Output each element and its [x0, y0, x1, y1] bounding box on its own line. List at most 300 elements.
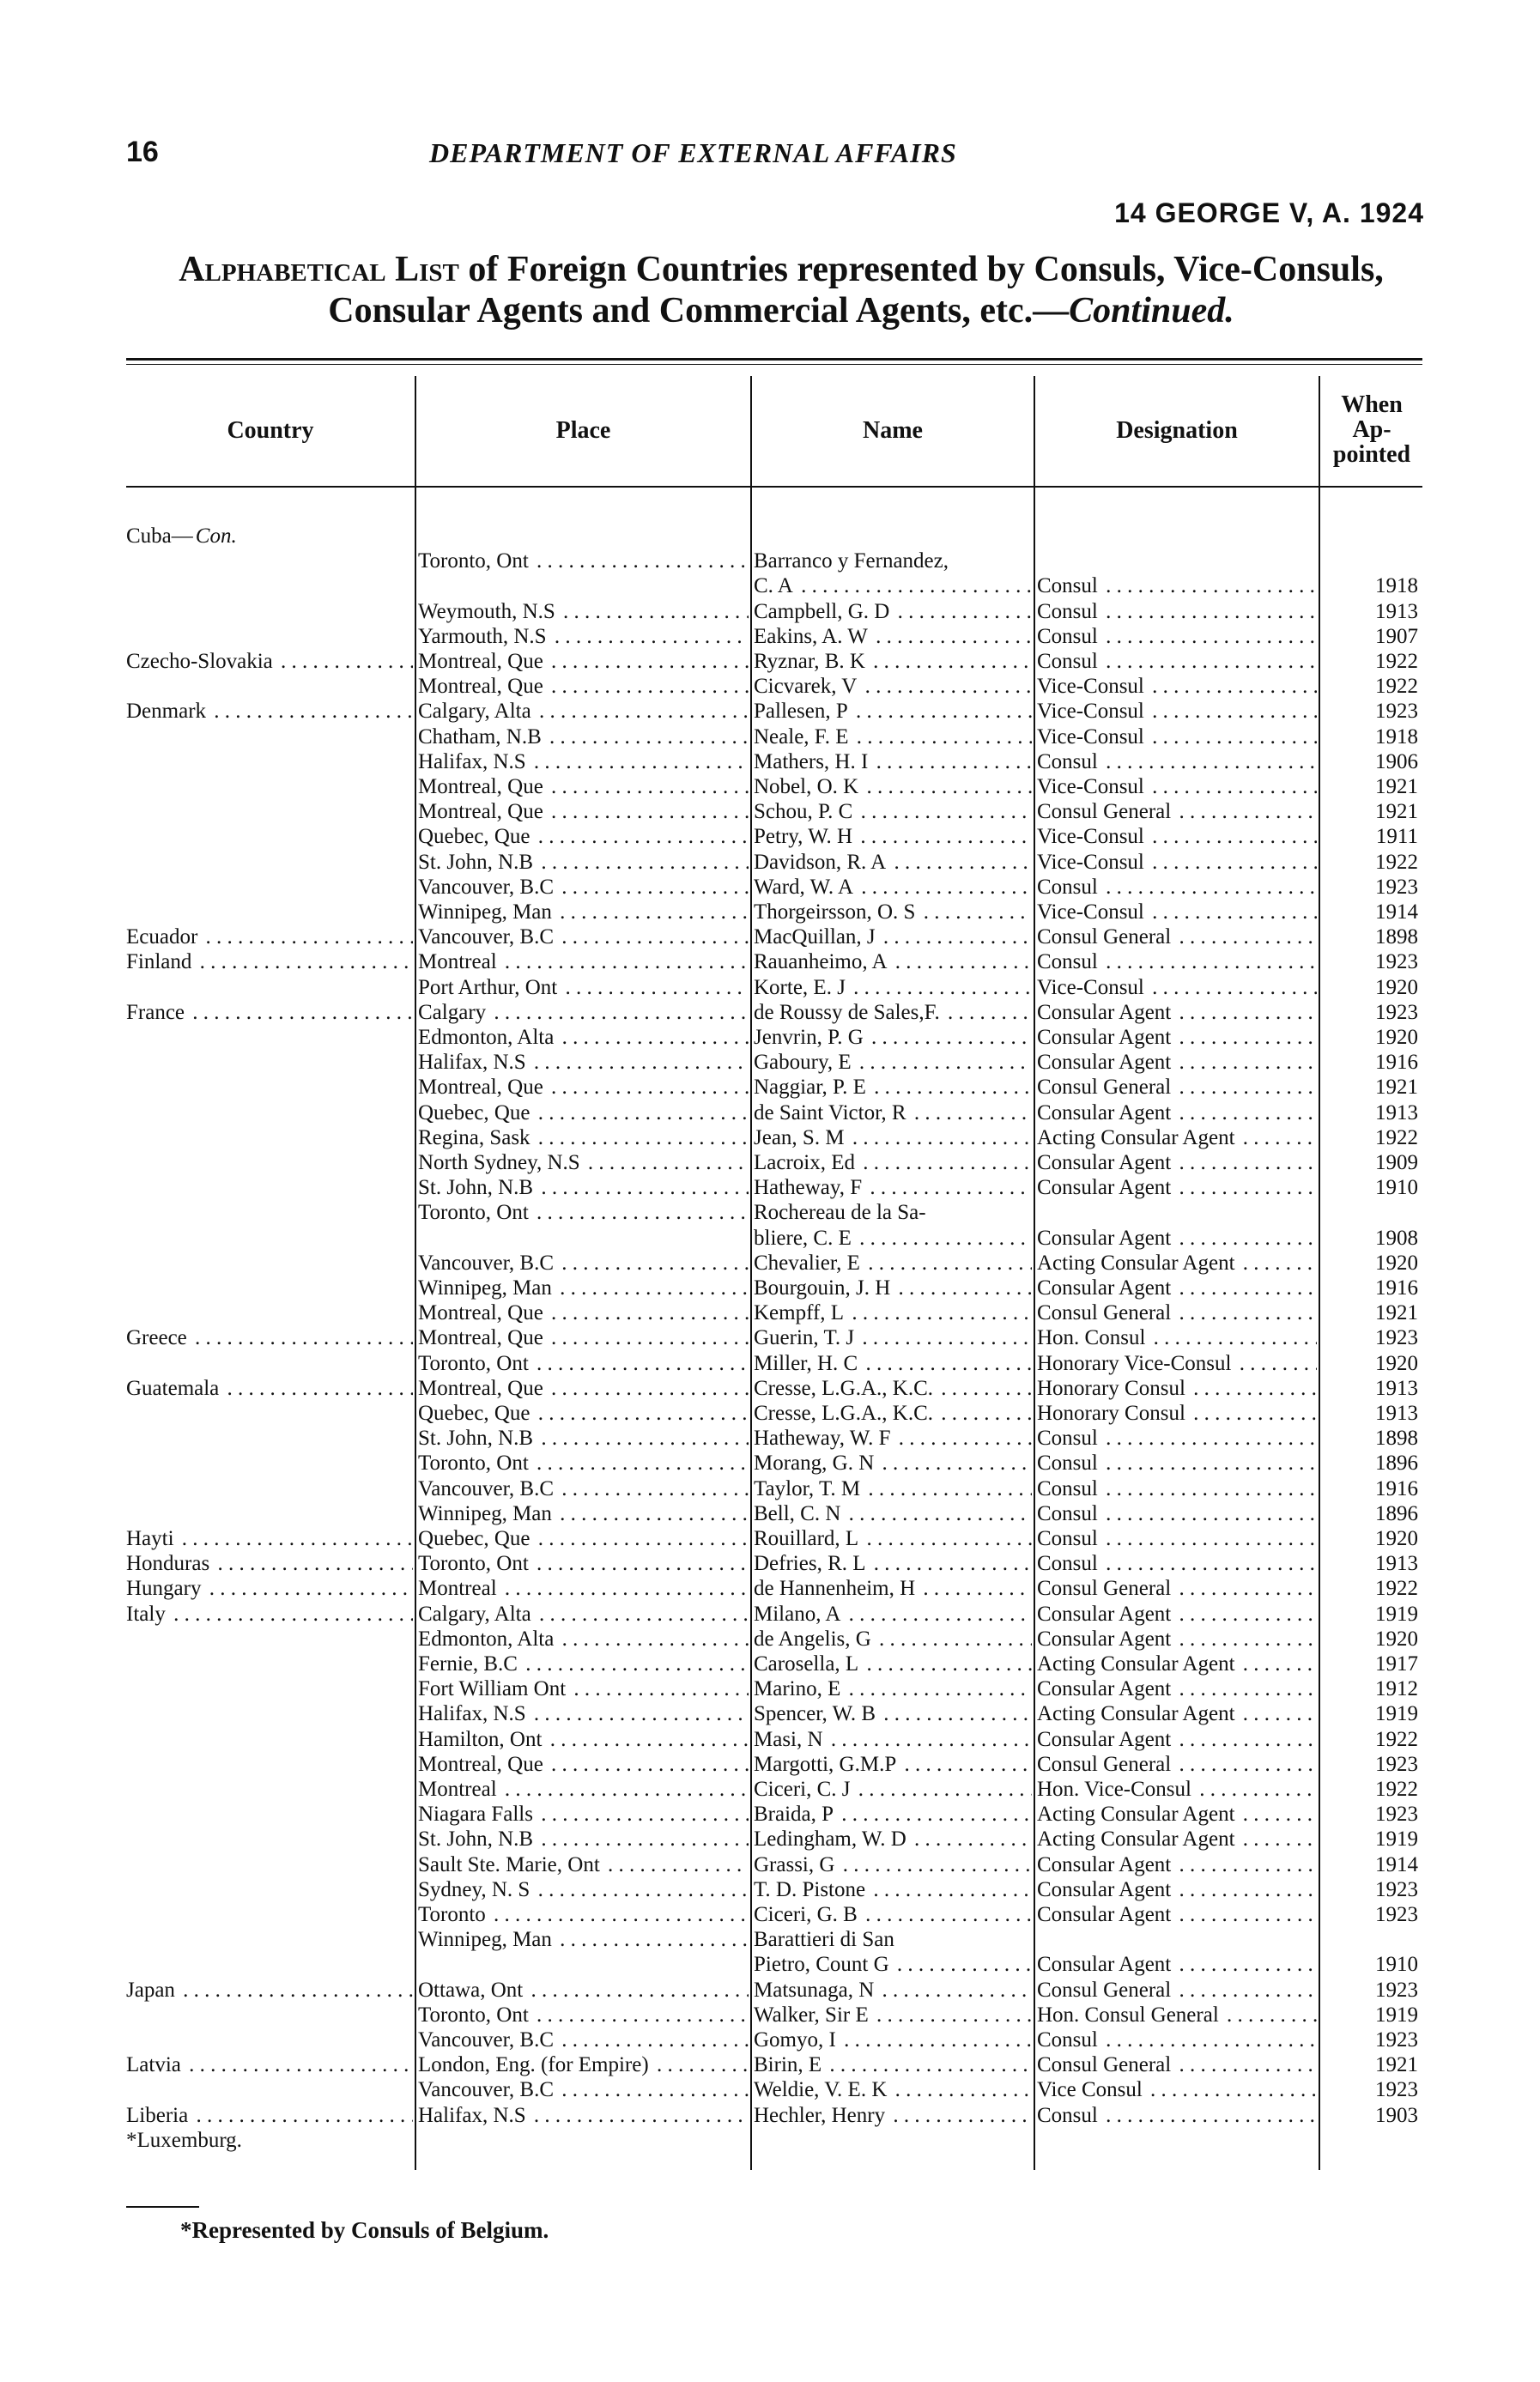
cell-name — [754, 1251, 1032, 1276]
country-text: Liberia — [126, 2104, 191, 2127]
designation-text: Hon. Consul — [1037, 1326, 1148, 1349]
leader-dots — [488, 1001, 749, 1024]
designation-text: Honorary Vice-Consul — [1037, 1352, 1234, 1375]
cell-place — [418, 1777, 749, 1802]
cell-year — [1322, 1602, 1418, 1627]
cell-designation — [1037, 924, 1317, 949]
name-text: Pallesen, P — [754, 700, 851, 723]
leader-dots — [652, 2053, 749, 2076]
leader-dots — [556, 1252, 749, 1275]
country-text — [126, 1903, 129, 1926]
leader-dots — [836, 1803, 1032, 1826]
leader-dots — [177, 1527, 413, 1550]
leader-dots — [1173, 1301, 1317, 1324]
leader-dots — [1238, 1126, 1317, 1149]
leader-dots — [536, 1427, 749, 1450]
cell-name — [754, 924, 1032, 949]
year-text: 1916 — [1375, 1477, 1418, 1500]
cell-designation — [1037, 1226, 1317, 1251]
cell-designation — [1037, 1251, 1317, 1276]
cell-year — [1322, 1050, 1418, 1075]
column-divider — [1319, 376, 1320, 2170]
name-text: de Saint Victor, R — [754, 1101, 909, 1124]
cell-name — [754, 2052, 1032, 2077]
leader-dots — [529, 1702, 749, 1725]
leader-dots — [856, 876, 1032, 899]
country-text — [126, 1176, 129, 1199]
designation-text — [1037, 1928, 1040, 1951]
cell-designation — [1037, 949, 1317, 974]
designation-text: Consul — [1037, 600, 1100, 623]
country-text — [126, 1227, 129, 1250]
cell-designation — [1037, 724, 1317, 749]
cell-place — [418, 1526, 749, 1551]
footnote: *Represented by Consuls of Belgium. — [180, 2217, 549, 2243]
leader-dots — [536, 1803, 749, 1826]
year-text: 1921 — [1375, 800, 1418, 823]
cell-country — [126, 875, 413, 900]
leader-dots — [1173, 1903, 1317, 1926]
cell-year — [1322, 749, 1418, 774]
designation-text: Consular Agent — [1037, 1051, 1173, 1074]
name-text: MacQuillan, J — [754, 925, 878, 949]
name-text: Spencer, W. B — [754, 1702, 878, 1725]
leader-dots — [1173, 1176, 1317, 1199]
designation-text: Consular Agent — [1037, 1001, 1173, 1024]
cell-place — [418, 599, 749, 624]
leader-dots — [1173, 1878, 1317, 1901]
year-text: 1922 — [1375, 1126, 1418, 1149]
country-text — [126, 2078, 129, 2101]
name-text: Cicvarek, V — [754, 675, 859, 698]
designation-text: Hon. Vice-Consul — [1037, 1778, 1194, 1801]
leader-dots — [847, 1126, 1032, 1149]
name-text: bliere, C. E — [754, 1227, 854, 1250]
leader-dots — [918, 900, 1032, 924]
column-divider — [415, 376, 416, 2170]
year-text: 1923 — [1375, 1903, 1418, 1926]
name-text: Masi, N — [754, 1728, 826, 1751]
country-text: Hungary — [126, 1577, 203, 1600]
country-text — [126, 1201, 129, 1224]
leader-dots — [888, 2104, 1032, 2127]
place-text: Toronto, Ont — [418, 1352, 531, 1375]
leader-dots — [555, 900, 749, 924]
name-text: Pietro, Count G — [754, 1953, 892, 1976]
cell-name — [754, 1125, 1032, 1150]
leader-dots — [1147, 725, 1317, 749]
name-text: Matsunaga, N — [754, 1979, 876, 2002]
place-text: Regina, Sask — [418, 1126, 533, 1149]
place-text: Fort William Ont — [418, 1677, 568, 1700]
designation-text: Vice-Consul — [1037, 675, 1147, 698]
cell-country — [126, 1701, 413, 1726]
cell-name — [754, 549, 1032, 573]
leader-dots — [861, 775, 1032, 798]
cell-designation — [1037, 2027, 1317, 2052]
footnote-rule — [126, 2206, 199, 2208]
year-text: 1923 — [1375, 700, 1418, 723]
leader-dots — [1173, 1026, 1317, 1049]
cell-year — [1322, 1978, 1418, 2003]
name-text: Rouillard, L — [754, 1527, 861, 1550]
cell-designation — [1037, 1701, 1317, 1726]
name-text: Thorgeirsson, O. S — [754, 900, 918, 924]
leader-dots — [533, 825, 749, 848]
cell-designation — [1037, 2128, 1317, 2153]
cell-year — [1322, 824, 1418, 849]
country-text: Hayti — [126, 1527, 177, 1550]
cell-name — [754, 1952, 1032, 1977]
leader-dots — [868, 650, 1032, 673]
cell-name — [754, 1852, 1032, 1877]
cell-year — [1322, 924, 1418, 949]
place-text: St. John, N.B — [418, 1427, 536, 1450]
cell-name — [754, 573, 1032, 598]
cell-year — [1322, 1300, 1418, 1325]
country-text — [126, 1953, 129, 1976]
place-text: St. John, N.B — [418, 1827, 536, 1851]
cell-designation — [1037, 1501, 1317, 1526]
leader-dots — [533, 1101, 749, 1124]
leader-dots — [1234, 1352, 1317, 1375]
name-text: Kempff, L — [754, 1301, 846, 1324]
cell-designation — [1037, 1150, 1317, 1175]
place-text: Edmonton, Alta — [418, 1026, 556, 1049]
cell-year — [1322, 1025, 1418, 1050]
name-text: Miller, H. C — [754, 1352, 860, 1375]
country-text — [126, 549, 129, 573]
name-text: Hatheway, F — [754, 1176, 864, 1199]
place-text: Montreal, Que — [418, 800, 546, 823]
cell-name — [754, 1075, 1032, 1100]
place-text: Quebec, Que — [418, 825, 533, 848]
year-text: 1923 — [1375, 1753, 1418, 1776]
leader-dots — [876, 1452, 1032, 1475]
leader-dots — [866, 1026, 1032, 1049]
cell-name — [754, 524, 1032, 549]
cell-country — [126, 1777, 413, 1802]
designation-text: Consul — [1037, 1502, 1100, 1525]
leader-dots — [531, 549, 749, 573]
cell-designation — [1037, 850, 1317, 875]
name-text: Marino, E — [754, 1677, 843, 1700]
leader-dots — [533, 1527, 749, 1550]
cell-designation — [1037, 1576, 1317, 1601]
year-text: 1920 — [1375, 1026, 1418, 1049]
country-text — [126, 800, 129, 823]
leader-dots — [892, 1953, 1032, 1976]
cell-country — [126, 649, 413, 674]
cell-year — [1322, 1877, 1418, 1902]
cell-country — [126, 1852, 413, 1877]
cell-country — [126, 1125, 413, 1150]
place-text — [418, 1227, 421, 1250]
col-header-designation: Designation — [1116, 417, 1238, 444]
cell-designation — [1037, 1200, 1317, 1225]
leader-dots — [853, 1778, 1033, 1801]
cell-year — [1322, 1852, 1418, 1877]
cell-country — [126, 1927, 413, 1952]
cell-country — [126, 1276, 413, 1300]
leader-dots — [536, 851, 749, 874]
cell-name — [754, 1226, 1032, 1251]
leader-dots — [194, 950, 413, 973]
year-text: 1919 — [1375, 1603, 1418, 1626]
cell-place — [418, 924, 749, 949]
cell-year — [1322, 649, 1418, 674]
leader-dots — [878, 1702, 1032, 1725]
cell-name — [754, 1150, 1032, 1175]
cell-designation — [1037, 699, 1317, 724]
leader-dots — [893, 1427, 1032, 1450]
cell-year — [1322, 599, 1418, 624]
leader-dots — [869, 1076, 1032, 1099]
place-text: Montreal — [418, 1778, 500, 1801]
leader-dots — [1147, 976, 1317, 999]
cell-year — [1322, 1175, 1418, 1200]
leader-dots — [846, 1301, 1032, 1324]
cell-name — [754, 1175, 1032, 1200]
designation-text: Consul — [1037, 1427, 1100, 1450]
cell-designation — [1037, 573, 1317, 598]
leader-dots — [1100, 625, 1317, 648]
place-text: Toronto — [418, 1903, 488, 1926]
leader-dots — [855, 825, 1032, 848]
cell-year — [1322, 1526, 1418, 1551]
cell-year — [1322, 799, 1418, 824]
cell-year — [1322, 1325, 1418, 1350]
place-text: Vancouver, B.C — [418, 2028, 556, 2052]
cell-place — [418, 549, 749, 573]
session-header: 14 GEORGE V, A. 1924 — [1114, 197, 1424, 228]
place-text: Montreal, Que — [418, 1326, 546, 1349]
leader-dots — [531, 2003, 749, 2027]
country-text — [126, 2028, 129, 2052]
cell-place — [418, 1802, 749, 1827]
leader-dots — [1173, 925, 1317, 949]
cell-year — [1322, 1251, 1418, 1276]
cell-year — [1322, 1576, 1418, 1601]
leader-dots — [531, 1352, 749, 1375]
leader-dots — [536, 1827, 749, 1851]
col-header-when-2: Ap- — [1352, 416, 1391, 443]
cell-country — [126, 1050, 413, 1075]
cell-place — [418, 1627, 749, 1652]
year-text: 1919 — [1375, 1827, 1418, 1851]
country-text — [126, 876, 129, 899]
name-text: Hatheway, W. F — [754, 1427, 893, 1450]
place-text: Toronto, Ont — [418, 549, 531, 573]
leader-dots — [1194, 1778, 1317, 1801]
cell-designation — [1037, 1000, 1317, 1025]
country-text — [126, 1051, 129, 1074]
cell-country — [126, 900, 413, 924]
name-text: Braida, P — [754, 1803, 836, 1826]
leader-dots — [544, 1728, 749, 1751]
country-text — [126, 1677, 129, 1700]
designation-text: Vice-Consul — [1037, 851, 1147, 874]
place-text: St. John, N.B — [418, 851, 536, 874]
leader-dots — [871, 2003, 1032, 2027]
cell-year — [1322, 975, 1418, 1000]
place-text: Montreal — [418, 950, 500, 973]
place-text: Montreal, Que — [418, 675, 546, 698]
leader-dots — [178, 1979, 413, 2002]
cell-country — [126, 674, 413, 699]
year-text: 1920 — [1375, 976, 1418, 999]
leader-dots — [1173, 1603, 1317, 1626]
leader-dots — [839, 2028, 1032, 2052]
leader-dots — [858, 1151, 1032, 1174]
cell-year — [1322, 1100, 1418, 1125]
cell-place — [418, 1075, 749, 1100]
name-text: Hechler, Henry — [754, 2104, 888, 2127]
leader-dots — [1238, 1652, 1317, 1676]
cell-place — [418, 1175, 749, 1200]
leader-dots — [546, 650, 749, 673]
cell-name — [754, 699, 1032, 724]
designation-text: Consul — [1037, 1552, 1100, 1575]
name-text: Grassi, G — [754, 1853, 837, 1876]
cell-year — [1322, 1226, 1418, 1251]
cell-country — [126, 1978, 413, 2003]
leader-dots — [212, 1552, 413, 1575]
designation-text: Consular Agent — [1037, 1101, 1173, 1124]
cell-name — [754, 1451, 1032, 1476]
cell-year — [1322, 2027, 1418, 2052]
cell-designation — [1037, 1676, 1317, 1701]
cell-country — [126, 1426, 413, 1451]
cell-country — [126, 1802, 413, 1827]
cell-year — [1322, 1627, 1418, 1652]
cell-country — [126, 1526, 413, 1551]
country-text: Latvia — [126, 2053, 184, 2076]
cell-year — [1322, 624, 1418, 649]
cell-place — [418, 900, 749, 924]
name-text: Petry, W. H — [754, 825, 855, 848]
leader-dots — [276, 650, 413, 673]
year-text: 1919 — [1375, 2003, 1418, 2027]
cell-place — [418, 1852, 749, 1877]
country-text — [126, 600, 129, 623]
leader-dots — [556, 1477, 749, 1500]
year-text: 1922 — [1375, 1728, 1418, 1751]
cell-place — [418, 1000, 749, 1025]
cell-country — [126, 624, 413, 649]
leader-dots — [943, 1001, 1032, 1024]
cell-designation — [1037, 1325, 1317, 1350]
cell-name — [754, 900, 1032, 924]
cell-place — [418, 1927, 749, 1952]
country-text — [126, 1252, 129, 1275]
cell-name — [754, 1752, 1032, 1777]
designation-text: Consul — [1037, 876, 1100, 899]
cell-country — [126, 1451, 413, 1476]
year-text: 1914 — [1375, 900, 1418, 924]
country-text: Japan — [126, 1979, 178, 2002]
cell-country — [126, 824, 413, 849]
leader-dots — [531, 1552, 749, 1575]
leader-dots — [1100, 1552, 1317, 1575]
cell-designation — [1037, 1652, 1317, 1676]
leader-dots — [1173, 1001, 1317, 1024]
leader-dots — [1100, 950, 1317, 973]
place-text: North Sydney, N.S — [418, 1151, 583, 1174]
cell-designation — [1037, 824, 1317, 849]
country-text — [126, 1026, 129, 1049]
cell-country — [126, 1175, 413, 1200]
cell-place — [418, 2128, 749, 2153]
cell-place — [418, 1501, 749, 1526]
place-text: Vancouver, B.C — [418, 925, 556, 949]
name-text: Taylor, T. M — [754, 1477, 863, 1500]
cell-year — [1322, 1376, 1418, 1401]
cell-place — [418, 749, 749, 774]
col-header-when-3: pointed — [1332, 441, 1411, 468]
designation-text: Consul General — [1037, 1076, 1173, 1099]
cell-year — [1322, 1701, 1418, 1726]
cell-country — [126, 2003, 413, 2027]
cell-name — [754, 824, 1032, 849]
page-title — [120, 249, 1442, 331]
designation-text — [1037, 2129, 1040, 2152]
title-line1: of Foreign Countries represented by Consuls, Vice-Consuls, — [458, 250, 1384, 289]
place-text: Toronto, Ont — [418, 1452, 531, 1475]
place-text — [418, 524, 421, 548]
place-text: Montreal, Que — [418, 1076, 546, 1099]
country-text — [126, 1101, 129, 1124]
cell-place — [418, 724, 749, 749]
leader-dots — [1173, 2053, 1317, 2076]
designation-text: Consular Agent — [1037, 1878, 1173, 1901]
leader-dots — [870, 625, 1032, 648]
cell-designation — [1037, 774, 1317, 799]
designation-text: Consul General — [1037, 800, 1173, 823]
cell-country — [126, 1226, 413, 1251]
designation-text: Consular Agent — [1037, 1603, 1173, 1626]
name-text: Ledingham, W. D — [754, 1827, 909, 1851]
year-text: 1922 — [1375, 650, 1418, 673]
designation-text: Consul — [1037, 750, 1100, 773]
cell-designation — [1037, 1451, 1317, 1476]
designation-text — [1037, 524, 1040, 548]
year-text: 1918 — [1375, 574, 1418, 597]
cell-designation — [1037, 975, 1317, 1000]
cell-designation — [1037, 1300, 1317, 1325]
running-head: DEPARTMENT OF EXTERNAL AFFAIRS — [429, 137, 957, 168]
designation-text: Consular Agent — [1037, 1276, 1173, 1300]
leader-dots — [1147, 900, 1317, 924]
leader-dots — [1100, 1527, 1317, 1550]
cell-country — [126, 1300, 413, 1325]
cell-designation — [1037, 1526, 1317, 1551]
cell-year — [1322, 1125, 1418, 1150]
place-text: Winnipeg, Man — [418, 1276, 555, 1300]
cell-place — [418, 1827, 749, 1852]
cell-country — [126, 724, 413, 749]
title-smallcaps: Alphabetical List — [179, 250, 459, 289]
cell-year — [1322, 900, 1418, 924]
year-text: 1923 — [1375, 1001, 1418, 1024]
cell-name — [754, 949, 1032, 974]
name-text: Naggiar, P. E — [754, 1076, 869, 1099]
leader-dots — [909, 1101, 1032, 1124]
name-text: Walker, Sir E — [754, 2003, 871, 2027]
designation-text: Acting Consular Agent — [1037, 1126, 1238, 1149]
designation-text — [1037, 1201, 1040, 1224]
country-text: Finland — [126, 950, 194, 973]
